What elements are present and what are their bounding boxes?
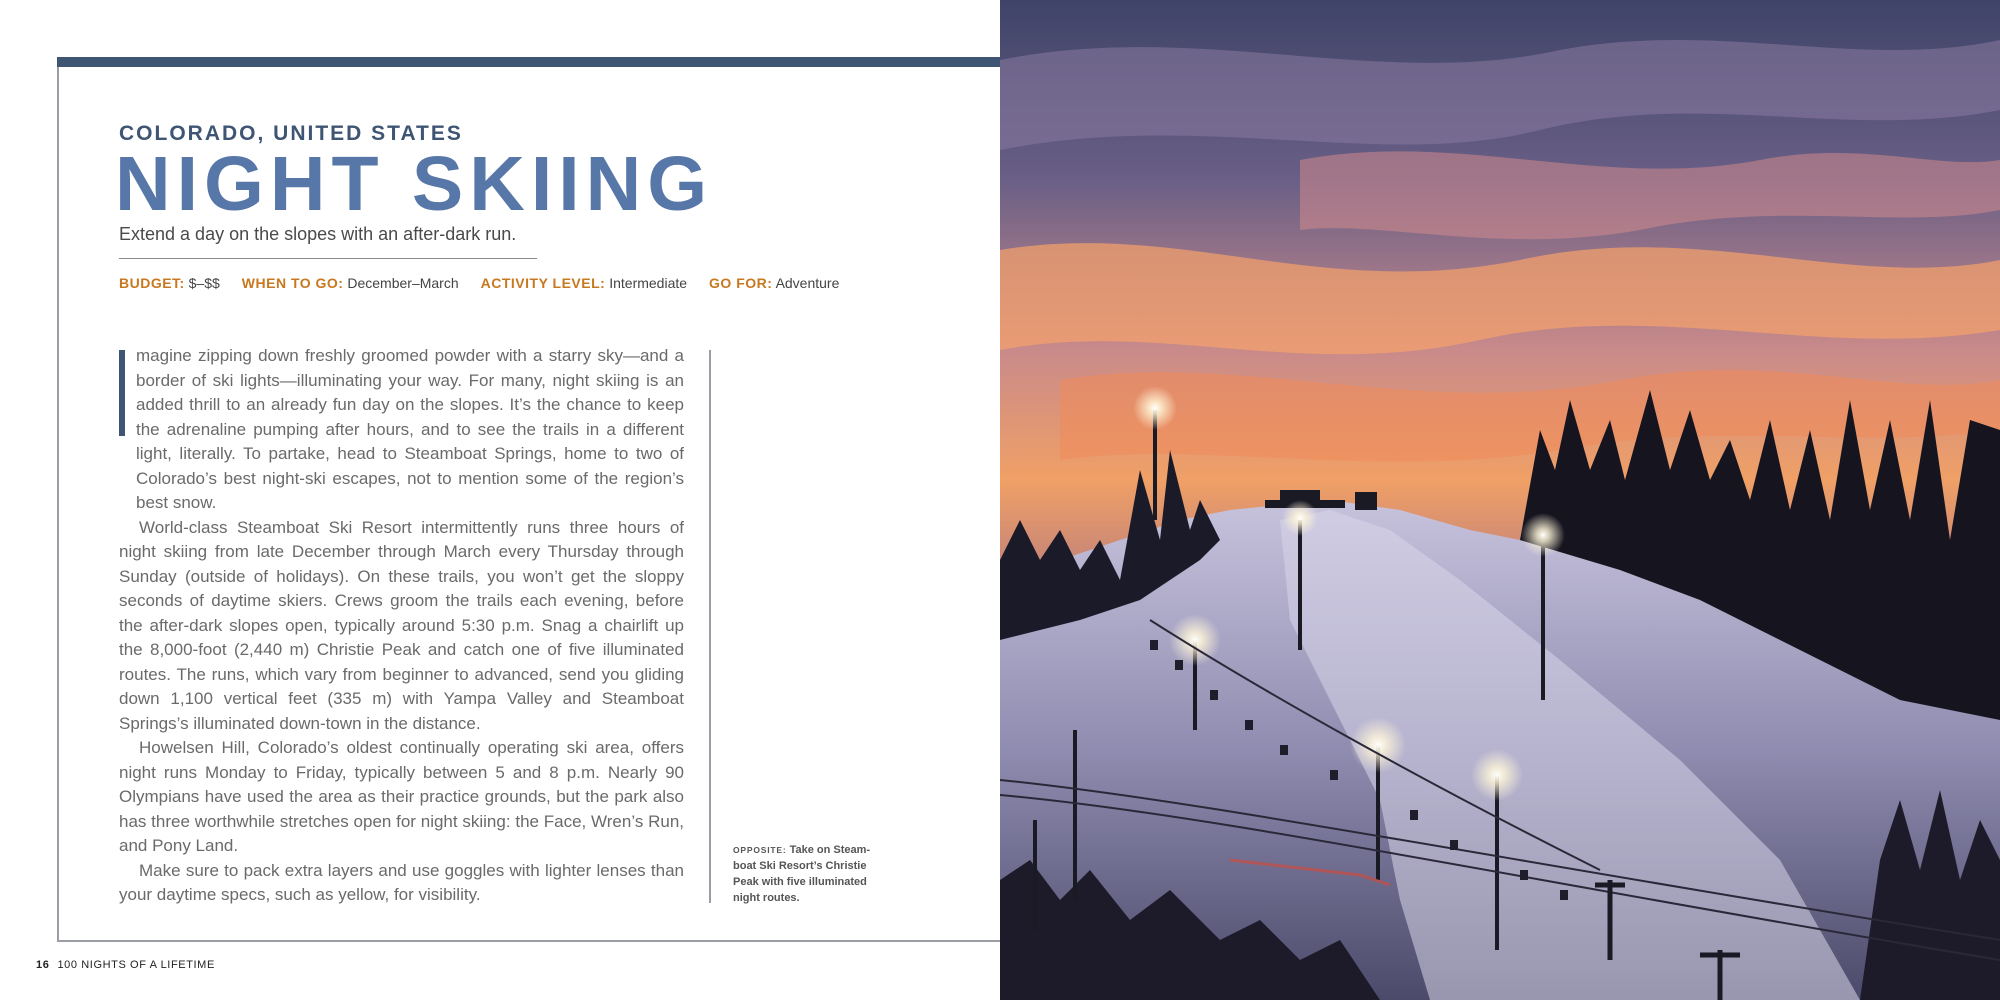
caption-text: Take on Steam-boat Ski Resort’s Christie Peak with five illuminated night routes. <box>733 844 871 904</box>
fact-go-for: GO FOR: Adventure <box>709 275 840 291</box>
photo-caption <box>733 842 883 906</box>
fact-budget: BUDGET: $–$$ <box>119 275 220 291</box>
body-paragraph: World-class Steamboat Ski Resort intermittently runs three hours of night skiing from late December through March every Thursday through Sunday (outside of holidays). On these trails, you won’t get the sloppy seconds of daytime skiers. Crews groom the trails each evening, before the after-dark slopes open, typically around 5:30 p.m. Snag a chairlift up the 8,000-foot (2,440 m) Christie Peak and catch one of five illuminated routes. The runs, which vary from beginner to advanced, send you gliding down 1,100 vertical feet (335 m) with Yampa Valley and Steamboat Springs’s illuminated down-town in the distance. <box>119 517 684 733</box>
article-kicker: COLORADO, UNITED STATES <box>119 122 463 145</box>
fact-when-to-go: WHEN TO GO: December–March <box>241 275 459 291</box>
fact-line <box>119 275 839 291</box>
article-body <box>119 344 684 908</box>
caption-label: OPPOSITE: <box>733 845 787 855</box>
folio <box>36 959 215 971</box>
book-title: 100 NIGHTS OF A LIFETIME <box>57 959 215 971</box>
article-deck: Extend a day on the slopes with an after-dark run. <box>119 224 517 244</box>
column-divider <box>709 350 711 903</box>
page-number: 16 <box>36 959 50 971</box>
ski-slope-sunset-photo <box>1000 0 2000 1000</box>
deck-divider <box>119 258 537 259</box>
page-frame-top-bar <box>57 57 1001 67</box>
body-paragraph: Make sure to pack extra layers and use goggles with lighter lenses than your daytime specs, such as yellow, for visibility. <box>119 860 684 904</box>
body-paragraph: Howelsen Hill, Colorado’s oldest continually operating ski area, offers night runs Monday to Friday, typically between 5 and 8 p.m. Nearly 90 Olympians have used the area as their practice grounds, but the park also has three worthwhile stretches open for night skiing: the Face, Wren’s Run, and Pony Land. <box>119 738 684 855</box>
body-paragraph: magine zipping down freshly groomed powder with a starry sky—and a border of ski lights—illuminating your way. For many, night skiing is an added thrill to an already fun day on the slopes. It’s the chance to keep the adrenaline pumping after hours, and to see the trails in a different light, literally. To partake, head to Steamboat Springs, home to two of Colorado’s best night-ski escapes, not to mention some of the region’s best snow. <box>136 346 684 512</box>
fact-activity-level: ACTIVITY LEVEL: Intermediate <box>480 275 688 291</box>
article-title: NIGHT SKIING <box>115 141 714 227</box>
